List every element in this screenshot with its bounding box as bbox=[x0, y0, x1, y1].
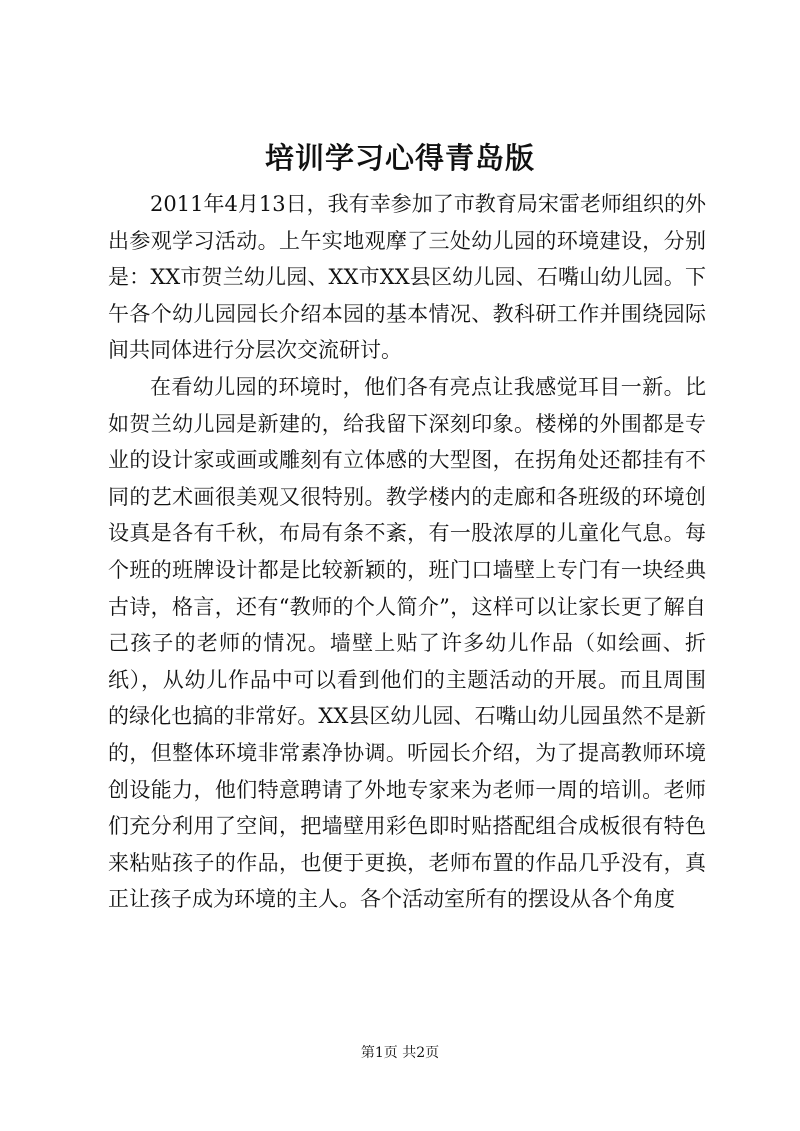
document-title: 培训学习心得青岛版 bbox=[264, 141, 535, 175]
paragraph-1: 2011年4月13日，我有幸参加了市教育局宋雷老师组织的外出参观学习活动。上午实地观摩了三处幼儿园的环境建设，分别是：XX市贺兰幼儿园、XX市XX县区幼儿园、石嘴山幼儿园。下午各个幼儿园园长介绍本园的基本情况、教科研工作并围绕园际间共同体进行分层次交流研讨。 bbox=[108, 192, 706, 363]
page-footer: 第1页 共2页 bbox=[360, 1045, 440, 1061]
document-body bbox=[108, 186, 706, 918]
paragraph-2: 在看幼儿园的环境时，他们各有亮点让我感觉耳目一新。比如贺兰幼儿园是新建的，给我留下深刻印象。楼梯的外围都是专业的设计家或画或雕刻有立体感的大型图，在拐角处还都挂有不同的艺术画很美观又很特别。教学楼内的走廊和各班级的环境创设真是各有千秋，布局有条不紊，有一股浓厚的儿童化气息。每个班的班牌设计都是比较新颖的，班门口墙壁上专门有一块经典古诗，格言，还有“教师的个人简介”，这样可以让家长更了解自己孩子的老师的情况。墙壁上贴了许多幼儿作品（如绘画、折纸），从幼儿作品中可以看到他们的主题活动的开展。而且周围的绿化也搞的非常好。XX县区幼儿园、石嘴山幼儿园虽然不是新的，但整体环境非常素净协调。听园长介绍，为了提高教师环境创设能力，他们特意聘请了外地专家来为老师一周的培训。老师们充分利用了空间，把墙壁用彩色即时贴搭配组合成板很有特色来粘贴孩子的作品，也便于更换，老师布置的作品几乎没有，真正让孩子成为环境的主人。各个活动室所有的摆设从各个角度 bbox=[108, 374, 706, 912]
